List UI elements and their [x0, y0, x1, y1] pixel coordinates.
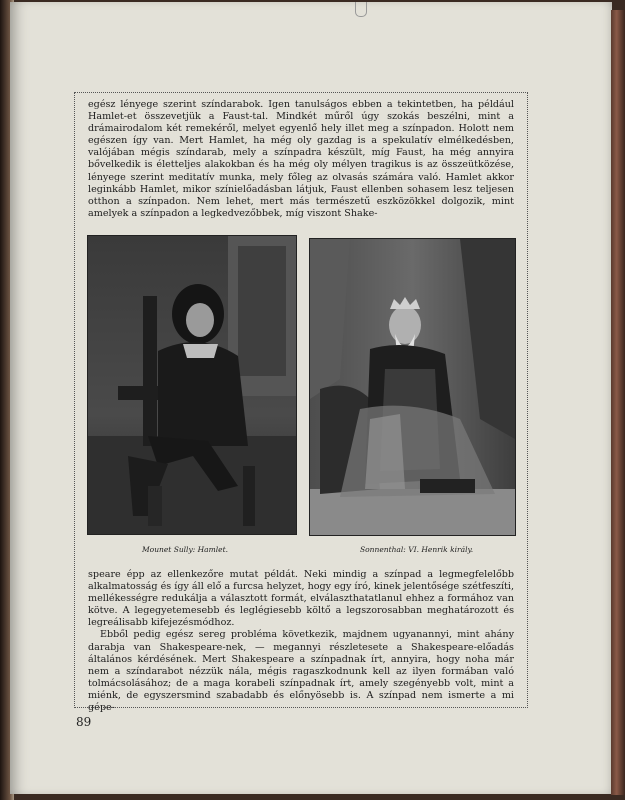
book-cover-edge	[611, 10, 625, 795]
caption-hamlet: Mounet Sully: Hamlet.	[142, 545, 228, 554]
photo-henry	[309, 238, 516, 536]
page-hanger	[355, 2, 367, 17]
bottom-paragraph-1: speare épp az ellenkezőre mutat példát. Neki mindig a színpad a legmegfelelőbb alkalmatosság és így áll elő a furcsa helyzet, hogy egy író, kinek jelentősége szétfeszíti, mellékességre redukálja a választott formát, elválaszthatatlanul ehhez a formához van kötve. A legegyetemesebb és leglégiesebb költő a legszorosabban meghatározott és legreálisabb kifejezésmódhoz.	[88, 569, 515, 629]
bottom-paragraphs	[88, 569, 514, 714]
photo-henry-image	[310, 239, 515, 535]
bottom-paragraph-2: Ebből pedig egész sereg probléma következik, majdnem ugyanannyi, mint ahány darabja van Shakespeare-nek, — megannyi részletesete a Shakespeare-előadás általános kérdésének. Mert Shakespeare a színpadnak írt, annyira, hogy noha már nem a színdarabot nézzük nála, mégis ragaszkodnunk kell az ilyen formában való tolmácsolásához; de a maga korabeli színpadnak írt, amely szegényebb volt, mint a miénk, de egyszersmind szabadabb és előnyösebb is. A színpad nem ismerte a mi gépe-	[88, 629, 514, 714]
photo-hamlet-image	[88, 236, 296, 534]
top-paragraph	[88, 99, 514, 220]
photo-hamlet	[87, 235, 297, 535]
caption-henry: Sonnenthal: VI. Henrik király.	[360, 545, 474, 554]
top-paragraph-text: egész lényege szerint színdarabok. Igen tanulságos ebben a tekintetben, ha például Hamlet-et összevetjük a Faust-tal. Mindkét műről úgy szokás beszélni, mint a drámairodalom két remekéről, melyet egyenlő hely illet meg a színpadon. Holott nem egészen így van. Mert Hamlet, ha még oly gazdag is a spekulatív elmélkedésben, valójában mégis színdarab, mely a színpadra készült, míg Faust, ha még annyira bővelkedik is életteljes alakokban és ha még oly mélyen tragikus is az összeütközése, lényege szerint meditatív munka, mely főleg az olvasás számára való. Hamlet akkor leginkább Hamlet, mikor színielőadásban látjuk, Faust ellenben sohasem lesz teljesen otthon a színpadon. Nem lehet, mert más természetű eszközökkel dolgozik, mint amelyek a színpadon a legkedvezőbbek, míg viszont Shake-	[88, 99, 514, 219]
page-number: 89	[76, 715, 92, 729]
